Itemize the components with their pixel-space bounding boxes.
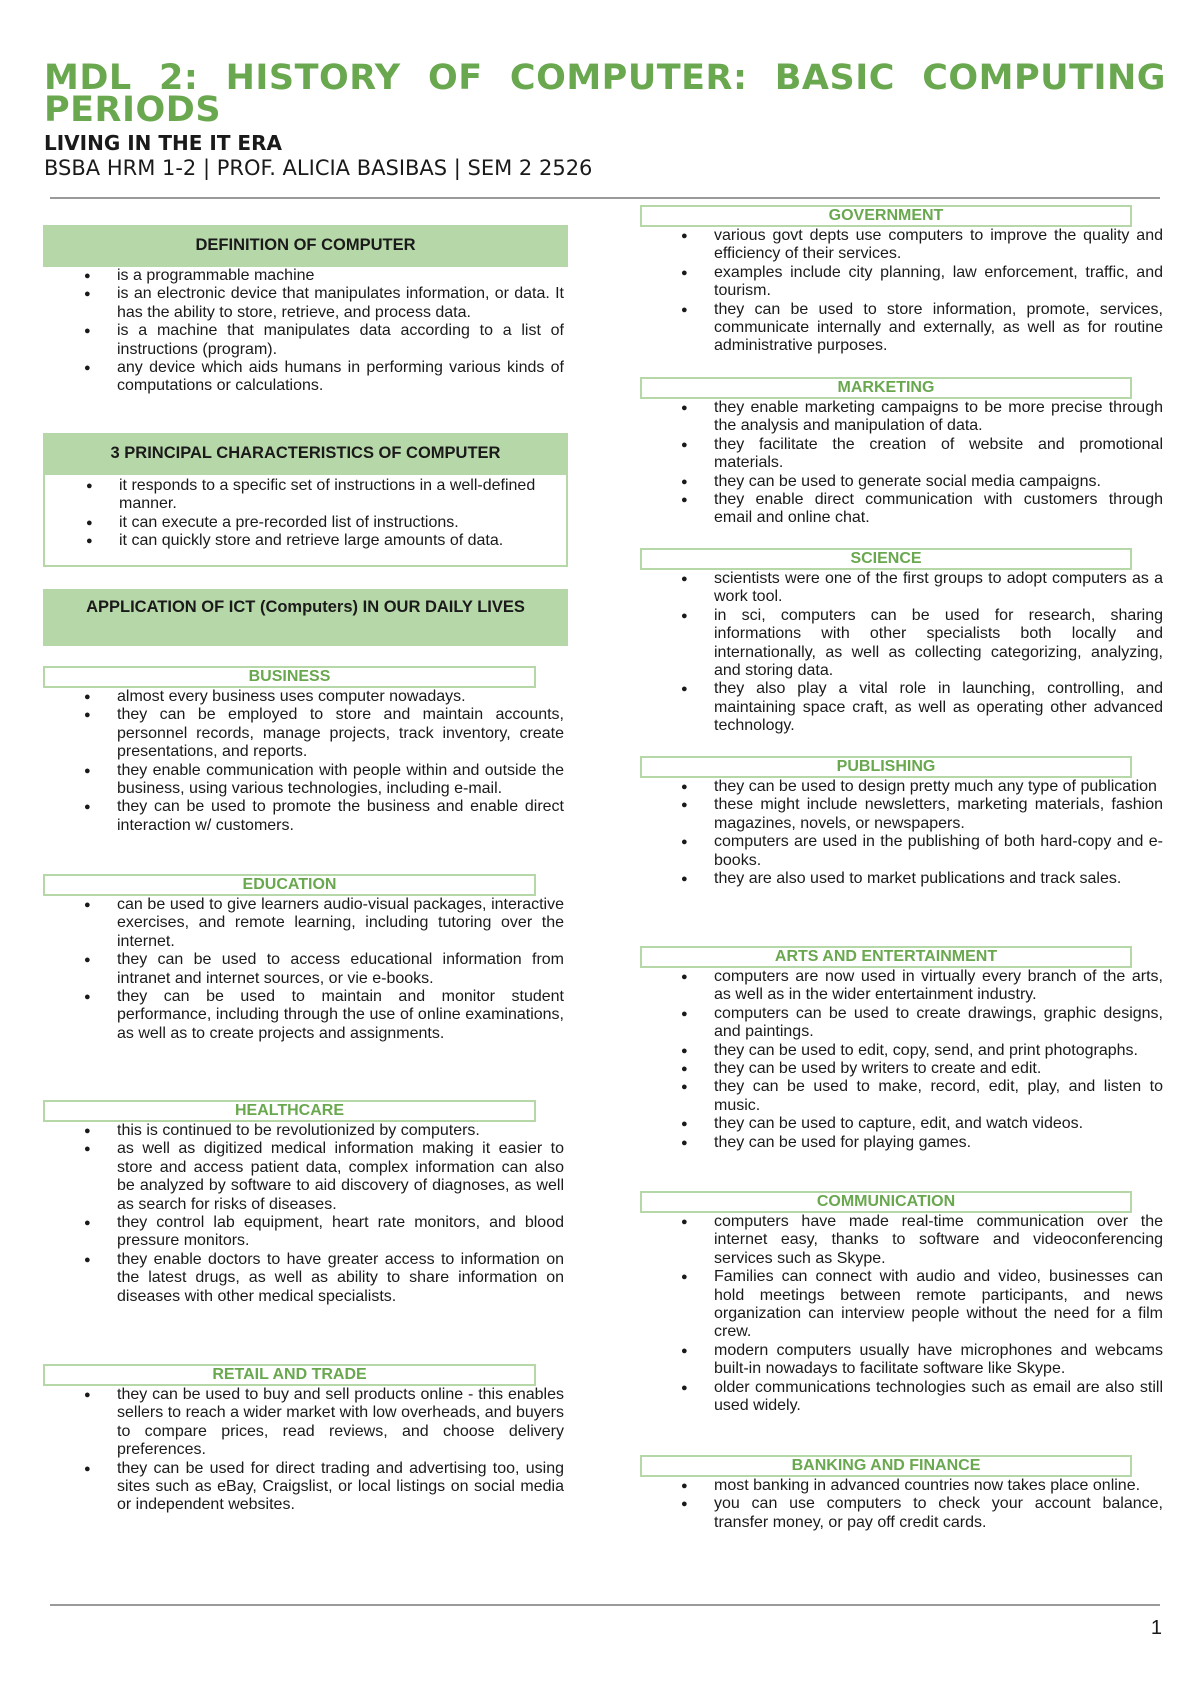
list-item: ● it can quickly store and retrieve large amounts of data. (119, 532, 566, 550)
list-item: ● it can execute a pre-recorded list of instructions. (119, 514, 566, 532)
communication-section (640, 1191, 1167, 1415)
section-heading: ARTS AND ENTERTAINMENT (640, 946, 1132, 968)
list-item: ● it responds to a specific set of instructions in a well-defined manner. (119, 477, 566, 514)
list-item: ● computers are used in the publishing of both hard-copy and e-books. (714, 833, 1167, 870)
list-item: ● any device which aids humans in performing various kinds of computations or calculations. (117, 359, 568, 396)
list-item: ● is a machine that manipulates data according to a list of instructions (program). (117, 322, 568, 359)
list-item: ● they control lab equipment, heart rate monitors, and blood pressure monitors. (117, 1214, 568, 1251)
definition-list (43, 267, 568, 396)
government-list (640, 227, 1167, 356)
list-item: ● they enable doctors to have greater access to information on the latest drugs, as well as ability to share information on diseases with other medical specialists. (117, 1251, 568, 1306)
section-heading: SCIENCE (640, 548, 1132, 570)
business-list (43, 688, 568, 835)
list-item: ● they facilitate the creation of website and promotional materials. (714, 436, 1167, 473)
section-heading: MARKETING (640, 377, 1132, 399)
list-item: ● they enable direct communication with customers through email and online chat. (714, 491, 1167, 528)
list-item: ● they can be used to maintain and monitor student performance, including through the use of online examinations, as well as to create projects and assignments. (117, 988, 568, 1043)
publishing-section (640, 756, 1167, 888)
retail-list (43, 1386, 568, 1515)
list-item: ● computers have made real-time communication over the internet easy, thanks to software and videoconferencing services such as Skype. (714, 1213, 1167, 1268)
list-item: ● they can be used to make, record, edit, play, and listen to music. (714, 1078, 1167, 1115)
characteristics-section (43, 433, 568, 567)
section-heading: BUSINESS (43, 666, 536, 688)
list-item: ● Families can connect with audio and video, businesses can hold meetings between remote participants, and news organization can interview people without the need for a film crew. (714, 1268, 1167, 1342)
section-heading: APPLICATION OF ICT (Computers) IN OUR DAILY LIVES (43, 589, 568, 646)
list-item: ● they can be used to capture, edit, and watch videos. (714, 1115, 1167, 1133)
banking-list (640, 1477, 1167, 1532)
characteristics-list (45, 477, 566, 551)
list-item: ● older communications technologies such as email are also still used widely. (714, 1379, 1167, 1416)
characteristics-box (43, 475, 568, 567)
header-divider (50, 197, 1160, 199)
list-item: ● they can be used to promote the business and enable direct interaction w/ customers. (117, 798, 568, 835)
retail-section (43, 1364, 568, 1515)
list-item: ● they can be used to design pretty much any type of publication (714, 778, 1167, 796)
business-section (43, 666, 568, 835)
list-item: ● computers can be used to create drawings, graphic designs, and paintings. (714, 1005, 1167, 1042)
section-heading: HEALTHCARE (43, 1100, 536, 1122)
section-heading: COMMUNICATION (640, 1191, 1132, 1213)
list-item: ● this is continued to be revolutionized by computers. (117, 1122, 568, 1140)
section-heading: PUBLISHING (640, 756, 1132, 778)
arts-section (640, 946, 1167, 1152)
section-heading: GOVERNMENT (640, 205, 1132, 227)
list-item: ● they can be employed to store and maintain accounts, personnel records, manage projects, track inventory, create presentations, and reports. (117, 706, 568, 761)
list-item: ● they can be used to access educational information from intranet and internet sources, or vie e-books. (117, 951, 568, 988)
list-item: ● examples include city planning, law enforcement, traffic, and tourism. (714, 264, 1167, 301)
list-item: ● they can be used to generate social media campaigns. (714, 473, 1167, 491)
page-number: 1 (1150, 1617, 1162, 1639)
healthcare-list (43, 1122, 568, 1306)
education-list (43, 896, 568, 1043)
healthcare-section (43, 1100, 568, 1306)
list-item: ● most banking in advanced countries now takes place online. (714, 1477, 1167, 1495)
list-item: ● they also play a vital role in launching, controlling, and maintaining space craft, as well as operating other advanced technology. (714, 680, 1167, 735)
list-item: ● they can be used to store information, promote, services, communicate internally and externally, as well as for routine administrative purposes. (714, 301, 1167, 356)
list-item: ● you can use computers to check your account balance, transfer money, or pay off credit cards. (714, 1495, 1167, 1532)
list-item: ● they are also used to market publications and track sales. (714, 870, 1167, 888)
list-item: ● they can be used for direct trading and advertising too, using sites such as eBay, Craigslist, or local listings on social media or independent websites. (117, 1460, 568, 1515)
marketing-list (640, 399, 1167, 528)
section-heading: EDUCATION (43, 874, 536, 896)
definition-section (43, 225, 568, 396)
list-item: ● they can be used to buy and sell products online - this enables sellers to reach a wider market with low overheads, and buyers to compare prices, read reviews, and choose delivery preferences. (117, 1386, 568, 1460)
list-item: ● can be used to give learners audio-visual packages, interactive exercises, and remote learning, including tutoring over the internet. (117, 896, 568, 951)
document-title: MDL 2: HISTORY OF COMPUTER: BASIC COMPUTING PERIODS (44, 58, 1166, 130)
science-section (640, 548, 1167, 736)
list-item: ● scientists were one of the first groups to adopt computers as a work tool. (714, 570, 1167, 607)
list-item: ● they can be used to edit, copy, send, and print photographs. (714, 1042, 1167, 1060)
list-item: ● as well as digitized medical information making it easier to store and access patient data, complex information can also be analyzed by software to aid discovery of diagnoses, as well as search for risks of diseases. (117, 1140, 568, 1214)
marketing-section (640, 377, 1167, 528)
section-heading: RETAIL AND TRADE (43, 1364, 536, 1386)
list-item: ● they enable marketing campaigns to be more precise through the analysis and manipulation of data. (714, 399, 1167, 436)
footer-divider (50, 1604, 1160, 1606)
communication-list (640, 1213, 1167, 1415)
list-item: ● they can be used for playing games. (714, 1134, 1167, 1152)
list-item: ● is a programmable machine (117, 267, 568, 285)
course-title: LIVING IN THE IT ERA (44, 131, 282, 155)
list-item: ● they enable communication with people within and outside the business, using various technologies, including e-mail. (117, 762, 568, 799)
list-item: ● modern computers usually have microphones and webcams built-in nowadays to facilitate software like Skype. (714, 1342, 1167, 1379)
list-item: ● is an electronic device that manipulates information, or data. It has the ability to store, retrieve, and process data. (117, 285, 568, 322)
banking-section (640, 1455, 1167, 1532)
section-heading: DEFINITION OF COMPUTER (43, 225, 568, 267)
education-section (43, 874, 568, 1043)
list-item: ● these might include newsletters, marketing materials, fashion magazines, novels, or newspapers. (714, 796, 1167, 833)
section-heading: BANKING AND FINANCE (640, 1455, 1132, 1477)
science-list (640, 570, 1167, 736)
list-item: ● in sci, computers can be used for research, sharing informations with other specialists both locally and internationally, as well as collecting categorizing, analyzing, and storing data. (714, 607, 1167, 681)
list-item: ● computers are now used in virtually every branch of the arts, as well as in the wider entertainment industry. (714, 968, 1167, 1005)
application-section (43, 589, 568, 646)
government-section (640, 205, 1167, 356)
publishing-list (640, 778, 1167, 888)
section-heading: 3 PRINCIPAL CHARACTERISTICS OF COMPUTER (43, 433, 568, 475)
course-meta: BSBA HRM 1-2 | PROF. ALICIA BASIBAS | SEM 2 2526 (44, 156, 593, 180)
list-item: ● various govt depts use computers to improve the quality and efficiency of their services. (714, 227, 1167, 264)
list-item: ● almost every business uses computer nowadays. (117, 688, 568, 706)
arts-list (640, 968, 1167, 1152)
list-item: ● they can be used by writers to create and edit. (714, 1060, 1167, 1078)
